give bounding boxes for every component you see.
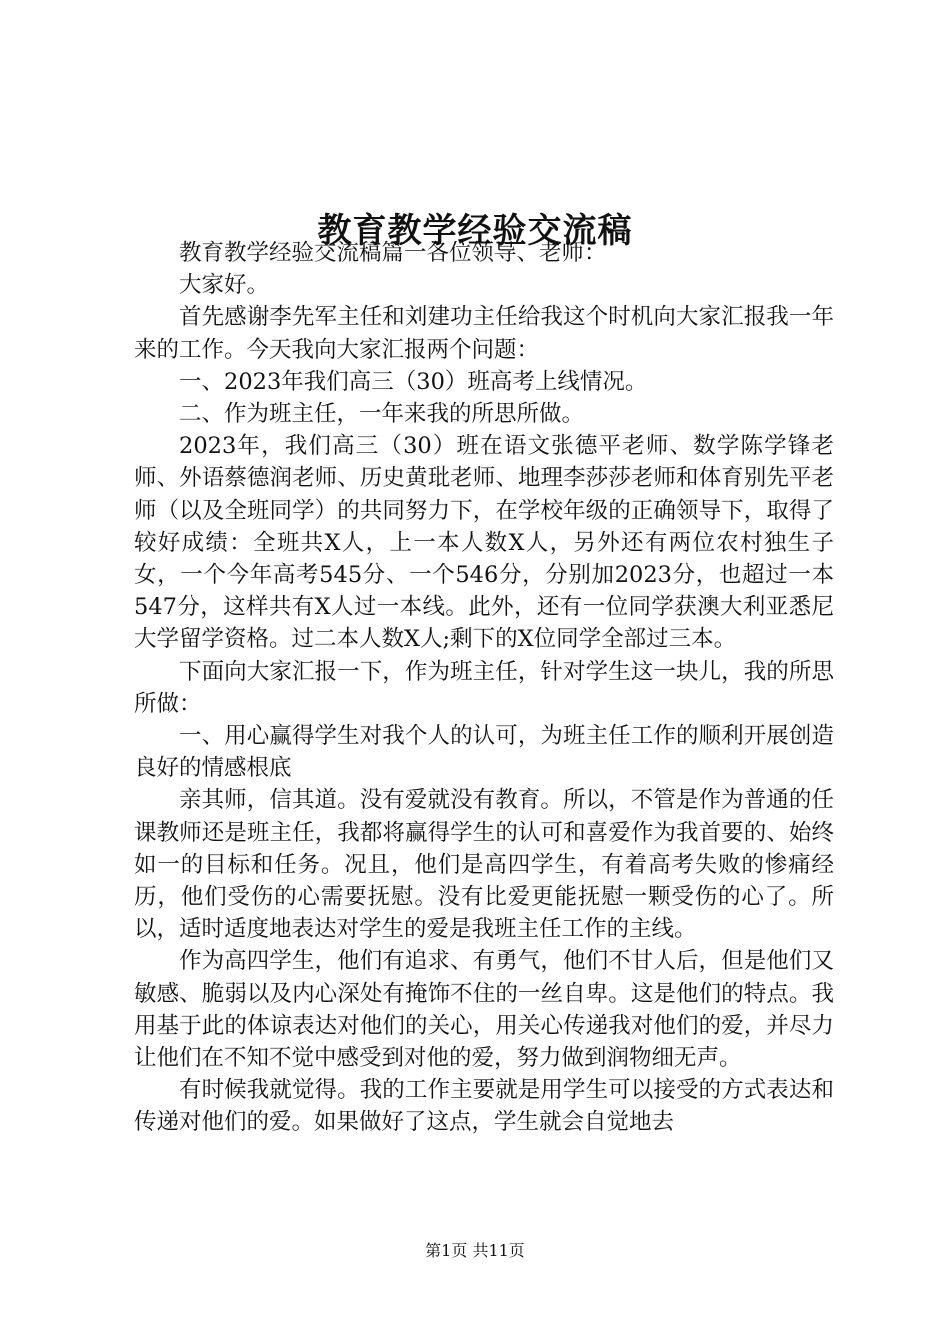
paragraph: 2023年，我们高三（30）班在语文张德平老师、数学陈学锋老师、外语蔡德润老师、历史黄玭老师、地理李莎莎老师和体育别先平老师（以及全班同学）的共同努力下，在学校年级的正确领导下，取得了较好成绩：全班共X人，上一本人数X人，另外还有两位农村独生子女，一个今年高考545分、一个546分，分别加2023分，也超过一本547分，这样共有X人过一本线。此外，还有一位同学获澳大利亚悉尼大学留学资格。过二本人数X人;剩下的X位同学全部过三本。 — [134, 433, 834, 653]
paragraph: 首先感谢李先军主任和刘建功主任给我这个时机向大家汇报我一年来的工作。今天我向大家汇报两个问题： — [134, 304, 834, 363]
paragraph: 二、作为班主任，一年来我的所思所做。 — [179, 401, 585, 428]
document-title: 教育教学经验交流稿 — [317, 210, 633, 251]
paragraph: 亲其师，信其道。没有爱就没有教育。所以，不管是作为普通的任课教师还是班主任，我都将赢得学生的认可和喜爱作为我首要的、始终如一的目标和任务。况且，他们是高四学生，有着高考失败的惨痛经历，他们受伤的心需要抚慰。没有比爱更能抚慰一颗受伤的心了。所以，适时适度地表达对学生的爱是我班主任工作的主线。 — [134, 787, 834, 943]
paragraph: 下面向大家汇报一下，作为班主任，针对学生这一块儿，我的所思所做： — [134, 658, 834, 717]
paragraph: 一、用心赢得学生对我个人的认可，为班主任工作的顺利开展创造良好的情感根底 — [134, 723, 834, 782]
paragraph: 教育教学经验交流稿篇一各位领导、老师： — [179, 240, 607, 266]
page-number-footer: 第1页 共11页 — [425, 1241, 525, 1260]
document-body — [134, 237, 834, 1139]
paragraph: 有时候我就觉得。我的工作主要就是用学生可以接受的方式表达和传递对他们的爱。如果做好了这点，学生就会自觉地去 — [134, 1077, 834, 1136]
paragraph: 作为高四学生，他们有追求、有勇气，他们不甘人后，但是他们又敏感、脆弱以及内心深处有掩饰不住的一丝自卑。这是他们的特点。我用基于此的体谅表达对他们的关心，用关心传递我对他们的爱，并尽力让他们在不知不觉中感受到对他的爱，努力做到润物细无声。 — [134, 948, 834, 1072]
paragraph: 大家好。 — [179, 272, 270, 299]
paragraph: 一、2023年我们高三（30）班高考上线情况。 — [179, 368, 648, 395]
